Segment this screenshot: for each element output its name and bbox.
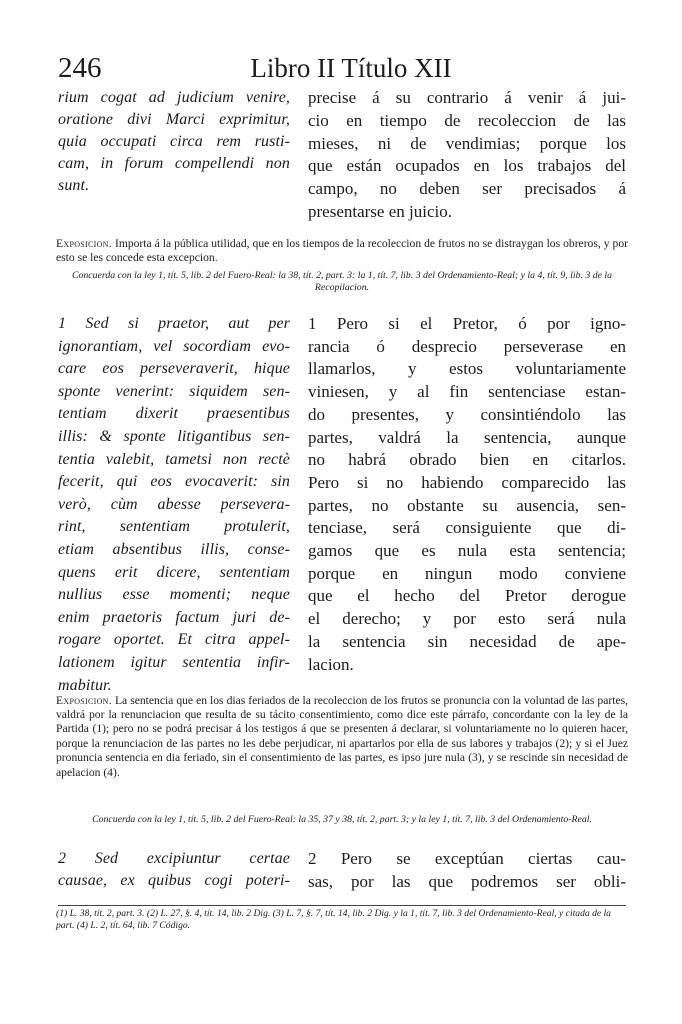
spanish-line: que el hecho del Pretor derogue: [308, 586, 626, 606]
spanish-line: do presentes, y consintiéndolo las: [308, 404, 626, 424]
latin-column-section0: [58, 87, 290, 197]
latin-line: ignorantiam, vel socordiam evo-: [58, 337, 290, 355]
latin-column-section1: [58, 313, 290, 697]
latin-line: sunt.: [58, 177, 90, 194]
exposicion-lead: Exposicion.: [56, 236, 112, 250]
spanish-line: llamarlos, y estos voluntariamente: [308, 359, 626, 379]
latin-line: sponte venerint: siquidem sen-: [58, 382, 290, 400]
latin-line: rogare oportet. Et citra appel-: [58, 631, 290, 649]
spanish-line: campo, no deben ser precisados á: [308, 179, 626, 199]
running-title: Libro II Título XII: [250, 53, 452, 83]
latin-line: 2 Sed excipiuntur certae: [58, 850, 290, 867]
spanish-line: 2 Pero se exceptúan ciertas cau-: [308, 849, 626, 868]
concordance-note-2: Concuerda con la ley 1, tít. 5, lib. 2 del Fuero-Real: la 35, 37 y 38, tít. 2, part. 3; y la ley 1, tít. 7, lib. 3 del Ordenamiento-Real.: [92, 814, 592, 825]
latin-line: cam, in forum compellendi non: [58, 155, 290, 172]
exposicion-text: Importa á la pública utilidad, que en los tiempos de la recoleccion de frutos no se distraygan los obreros, y por esto se les concede esta excepcion.: [56, 236, 628, 264]
latin-line: quia occupati circa rem rusti-: [58, 133, 290, 150]
spanish-line: Pero si no habiendo comparecido las: [308, 472, 626, 492]
latin-line: 1 Sed si praetor, aut per: [58, 315, 290, 332]
latin-line: fecerit, qui eos evocaverit: sin: [58, 473, 290, 491]
latin-line: illis: & sponte litigantibus sen-: [58, 427, 290, 445]
spanish-line: cio en tiempo de recoleccion de las: [308, 110, 626, 130]
latin-line: etiam absentibus illis, conse-: [58, 540, 290, 558]
latin-line: enim praetoris factum juri de-: [58, 608, 290, 626]
latin-line: care eos perseveraverit, hique: [58, 360, 290, 378]
spanish-column-section2: [308, 848, 626, 894]
latin-line: tentiam dixerit praesentibus: [58, 405, 290, 423]
spanish-line: viniesen, y al fin sentenciase estan-: [308, 382, 626, 402]
spanish-line: partes, valdrá la sentencia, aunque: [308, 427, 626, 447]
footnote-rule: [58, 905, 626, 906]
latin-line: tentia valebit, tametsi non rectè: [58, 450, 290, 468]
spanish-column-section1: [308, 313, 626, 676]
spanish-line: no habrá obrado bien en citarlos.: [308, 450, 626, 470]
exposicion-paragraph-2: [56, 694, 628, 780]
latin-line: verò, cùm abesse persevera-: [58, 495, 290, 513]
latin-line: lationem igitur sententia infir-: [58, 653, 290, 671]
exposicion-lead: Exposicion.: [56, 693, 112, 707]
spanish-line: que están ocupados en los trabajos del: [308, 156, 626, 176]
spanish-line: porque en ningun modo conviene: [308, 563, 626, 583]
latin-line: quens erit dicere, sententiam: [58, 563, 290, 581]
latin-line: causae, ex quibus cogi poteri-: [58, 872, 290, 889]
spanish-line: mieses, ni de vendimias; porque los: [308, 133, 626, 153]
spanish-line: presentarse en juicio.: [308, 201, 452, 221]
spanish-line: gamos que es nula esta sentencia;: [308, 541, 626, 561]
latin-line: oratione divi Marci exprimitur,: [58, 111, 290, 128]
spanish-line: precise á su contrario á venir á jui-: [308, 88, 626, 107]
spanish-line: rancia ó desprecio perseverase en: [308, 336, 626, 356]
spanish-line: la sentencia sin necesidad de ape-: [308, 631, 626, 651]
page-number: 246: [58, 52, 102, 84]
latin-line: mabitur.: [58, 676, 112, 694]
latin-line: rint, sententiam protulerit,: [58, 518, 290, 536]
spanish-line: 1 Pero si el Pretor, ó por igno-: [308, 314, 626, 333]
spanish-line: lacion.: [308, 654, 354, 674]
spanish-line: sas, por las que podremos ser obli-: [308, 871, 626, 891]
footnotes: (1) L. 38, tít. 2, part. 3. (2) L. 27, §. 4, tít. 14, lib. 2 Dig. (3) L. 7, §. 7, tít. 14, lib. 2 Dig. y la 1, tít. 7, lib. 3 del Ordenamiento-Real, y citada de la part. (4) L. 2, tít. 64, lib. 7 Código.: [56, 908, 611, 931]
spanish-column-section0: [308, 87, 626, 224]
spanish-line: partes, no obstante su ausencia, sen-: [308, 495, 626, 515]
spanish-line: el derecho; y por esto será nula: [308, 609, 626, 629]
spanish-line: tenciase, será consiguiente que di-: [308, 518, 626, 538]
latin-line: nullius esse momenti; neque: [58, 586, 290, 604]
latin-column-section2: [58, 848, 290, 892]
exposicion-paragraph-1: [56, 237, 628, 266]
concordance-note-1: Concuerda con la ley 1, tít. 5, lib. 2 del Fuero-Real: la 38, tít. 2, part. 3: la 1, tít. 7, lib. 3 del Ordenamiento-Real; y la 4, tít. 9, lib. 3 de la Recopilacion.: [71, 270, 613, 293]
exposicion-text: La sentencia que en los dias feriados de la recoleccion de los frutos se pronuncia con la voluntad de las partes, valdrá por la renunciacion que resulta de su tácito consentimiento, como dice este párrafo, concordante con la ley de la Partida (1); pero no se podrá precisar á los testigos á que se presenten á declarar, si voluntariamente no lo quieren hacer, porque la renunciacion de las partes no les debe perjudicar, ni apartarlos por ella de sus labores y trabajos (2); y si el Juez pronuncia sentencia en dia feriado, sin el consentimiento de las partes, es ipso jure nula (3), y se rescinde sin necesidad de apelacion (4).: [56, 693, 629, 779]
latin-line: rium cogat ad judicium venire,: [58, 89, 290, 106]
page-header: [0, 50, 682, 86]
